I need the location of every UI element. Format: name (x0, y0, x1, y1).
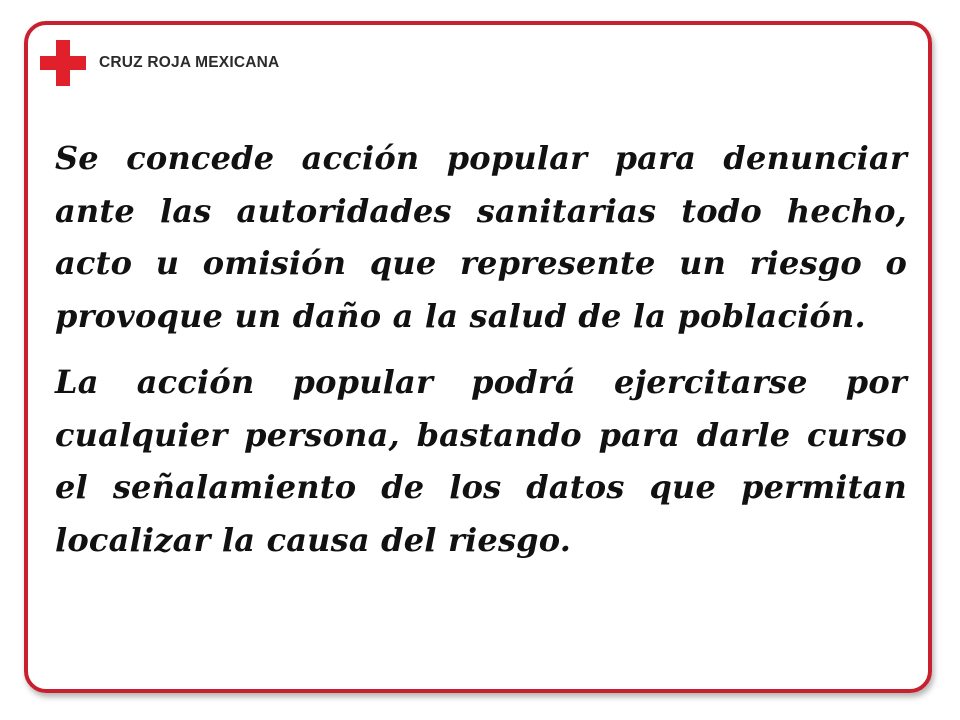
slide-body (55, 132, 907, 566)
paragraph-exercise-action: La acción popular podrá ejercitarse por cualquier persona, bastando para darle curso el señalamiento de los datos que permitan localizar la causa del riesgo. (55, 363, 907, 559)
org-name: CRUZ ROJA MEXICANA (99, 54, 280, 71)
red-cross-icon (40, 40, 86, 86)
paragraph-popular-action: Se concede acción popular para denunciar ante las autoridades sanitarias todo hecho, acto u omisión que represente un riesgo o provoque un daño a la salud de la población. (55, 139, 907, 335)
org-header (40, 40, 279, 86)
